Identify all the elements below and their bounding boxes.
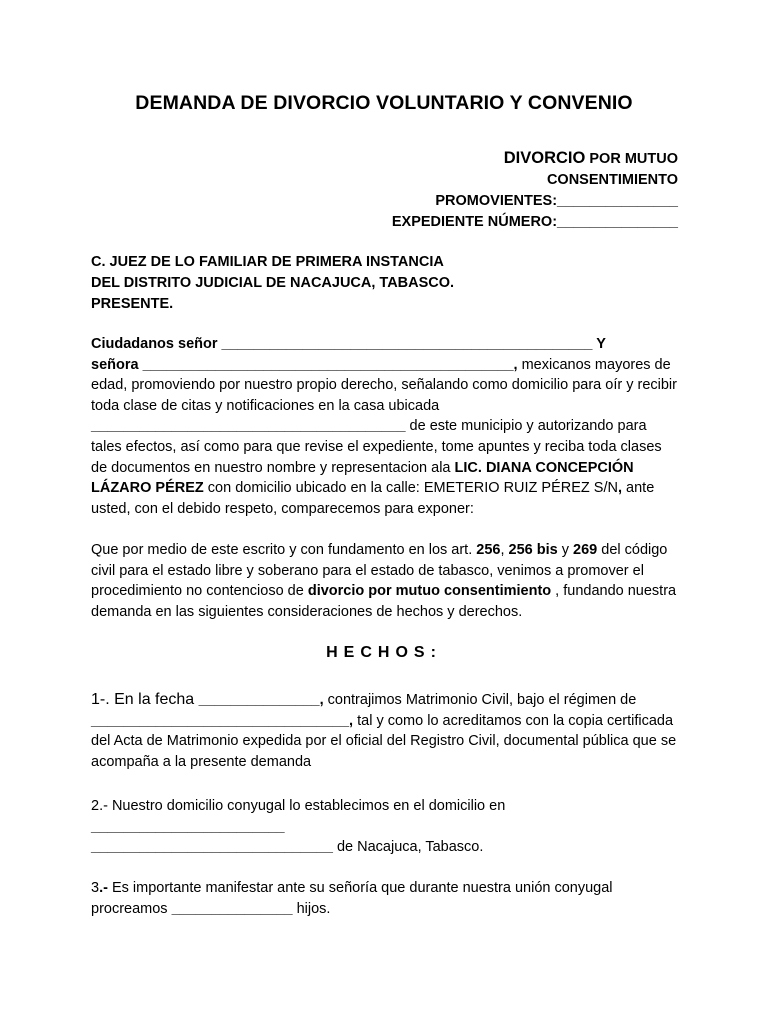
legal-text-1: Que por medio de este escrito y con fundamento en los art. [91,542,477,558]
hechos-heading: HECHOS: [326,644,442,661]
hecho-3-sep: .- [99,880,108,896]
article-256: 256 [476,542,501,558]
legal-sep-1: , [500,542,509,558]
addressee-line-2: DEL DISTRITO JUDICIAL DE NACAJUCA, TABASCO. [91,275,455,291]
attorney-name: LIC. DIANA CONCEPCIÓN LÁZARO PÉREZ [91,459,634,497]
hecho-1 [91,690,681,772]
spouse-2-blank: señora ______________________________________________, [91,356,518,373]
hecho-3-number: 3 [91,880,100,896]
addressee-line-3: PRESENTE. [91,296,174,312]
expediente-field: EXPEDIENTE NÚMERO:_______________ [391,214,678,230]
hecho-2-text: 2.- Nuestro domicilio conyugal lo establecimos en el domicilio en [91,798,506,814]
marriage-date-blank: _______________, [198,692,324,708]
regime-blank: ________________________________, [91,712,354,729]
intro-comma: , [617,480,623,497]
address-blank: _______________________________________ [91,418,406,435]
hecho-1-text-1: contrajimos Matrimonio Civil, bajo el régimen de [323,692,637,708]
domicile-blank-2: ______________________________ [91,839,333,856]
spouse-1-blank: Ciudadanos señor ______________________________________________ Y [91,336,606,352]
hecho-1-text-2: tal y como lo acreditamos con la copia certificada del Acta de Matrimonio expedida por el oficial del Registro Civil, documental pública que se acompaña a la presente demanda [91,712,677,770]
promoventes-field: PROMOVIENTES:_______________ [435,193,678,209]
legal-text-3: , fundando nuestra demanda en las siguientes consideraciones de hechos y derechos. [91,583,677,620]
intro-text-1: mexicanos mayores de edad, promoviendo por nuestro propio derecho, señalando como domicilio para oír y recibir toda clase de citas y notificaciones en la casa ubicada [91,356,677,414]
case-type-suffix: POR MUTUO [589,151,678,167]
document-title: DEMANDA DE DIVORCIO VOLUNTARIO Y CONVENIO [135,92,633,114]
procedure-name: divorcio por mutuo consentimiento [307,583,552,600]
domicile-blank-1: ________________________ [91,818,285,835]
hecho-2-location: de Nacajuca, Tabasco. [332,839,484,856]
legal-text-2: del código civil para el estado libre y soberano para el estado de tabasco, venimos a promover el procedimiento no contencioso de [91,542,668,600]
hecho-2 [91,796,681,858]
hecho-3-end: hijos. [292,900,331,917]
intro-text-3: con domicilio ubicado en la calle: EMETERIO RUIZ PÉREZ S/N [203,480,618,497]
intro-text-4: ante usted, con el debido respeto, comparecemos para exponer: [91,480,655,517]
hecho-3 [91,878,681,919]
case-type-word: DIVORCIO [503,149,586,167]
case-type-line [392,148,678,170]
article-269: 269 [573,542,598,558]
hecho-1-lead: 1-. En la fecha [91,691,199,708]
legal-basis-paragraph [91,540,681,622]
header-right-block [392,148,678,233]
addressee-line-1: C. JUEZ DE LO FAMILIAR DE PRIMERA INSTANCIA [91,254,444,270]
intro-paragraph [91,334,681,519]
addressee-block [91,252,454,315]
children-count-blank: _______________ [171,900,293,917]
hecho-3-text: Es importante manifestar ante su señoría que durante nuestra unión conyugal procreamos [91,880,613,917]
legal-sep-2: y [557,542,574,558]
intro-text-2: de este municipio y autorizando para tales efectos, así como para que revise el expediente, tome apuntes y reciba toda clases de documentos en nuestro nombre y representacion ala [91,418,662,476]
article-256-bis: 256 bis [508,542,558,558]
case-type-line2: CONSENTIMIENTO [546,172,678,188]
